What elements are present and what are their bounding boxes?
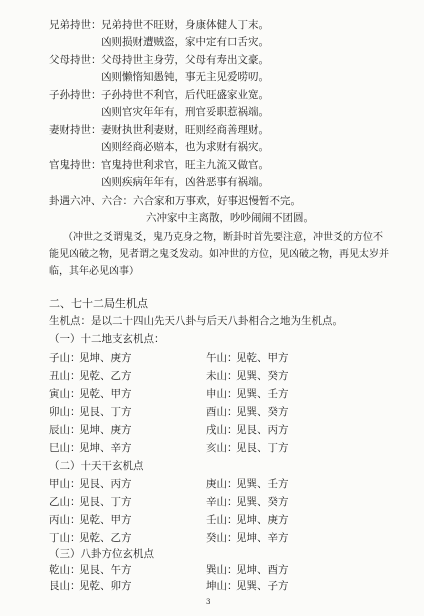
mountain-right: 坤山： [206, 580, 238, 592]
direction-left: 见乾、卯方 [79, 580, 132, 592]
holder-label: 妻财持世： [49, 124, 102, 136]
mountain-right: 壬山： [206, 514, 238, 526]
holder-bad-line: 凶则疾病年年有，凶咎恶事有祸端。 [101, 176, 269, 188]
direction-right: 见巽、癸方 [236, 370, 289, 382]
note-line-2: 能见凶破之物，见者谓之鬼爻发动。如冲世的方位，见凶破之物，再见太岁并 [49, 249, 389, 260]
direction-right: 见坤、辛方 [236, 532, 289, 544]
section-intro: 生机点：是以二十四山先天八卦与后天八卦相合之地为生机点。 [49, 315, 343, 327]
direction-right: 见巽、癸方 [236, 496, 289, 508]
mountain-right: 午山： [206, 352, 238, 364]
direction-right: 见巽、壬方 [236, 388, 289, 400]
group-title-bagua: （三）八卦方位玄机点 [49, 548, 154, 560]
holder-label: 父母持世： [49, 54, 102, 66]
mountain-right: 申山： [206, 388, 238, 400]
mountain-right: 癸山： [206, 532, 238, 544]
mountain-left: 子山： [49, 352, 81, 364]
direction-left: 见乾、乙方 [79, 532, 132, 544]
mountain-right: 亥山： [206, 442, 238, 454]
note-line-1: （冲世之爻谓鬼爻，鬼乃克身之物，断卦时首先要注意，冲世爻的方位不 [63, 232, 383, 243]
direction-left: 见坤、庚方 [79, 424, 132, 436]
direction-right: 见坤、庚方 [236, 514, 289, 526]
mountain-left: 丁山： [49, 532, 81, 544]
holder-good-line: 子孙持世不利官，后代旺盛家业宽。 [101, 89, 269, 101]
mountain-right: 辛山： [206, 496, 238, 508]
holder-good-line: 兄弟持世不旺财，身康体健人丁末。 [101, 19, 269, 31]
holder-good-line: 父母持世主身劳，父母有寿出文豪。 [101, 54, 269, 66]
page-number: 3 [206, 598, 211, 606]
direction-right: 见艮、丙方 [236, 424, 289, 436]
liuhe-line-1: 卦遇六冲、六合：六合家和万事欢，好事迟慢暂不完。 [49, 195, 301, 207]
liuhe-line-2: 六冲家中主离散，吵吵闹闹不团圆。 [146, 212, 314, 224]
mountain-left: 艮山： [49, 580, 81, 592]
group-title-earthly-branches: （一）十二地支玄机点： [49, 333, 165, 345]
direction-left: 见艮、丁方 [79, 496, 132, 508]
direction-left: 见乾、甲方 [79, 388, 132, 400]
direction-right: 见巽、癸方 [236, 406, 289, 418]
holder-good-line: 妻财执世利妻财，旺则经商善理财。 [101, 124, 269, 136]
mountain-right: 戌山： [206, 424, 238, 436]
holder-bad-line: 凶则懒惰知愚钝，事无主见爱唠叨。 [101, 71, 269, 83]
mountain-right: 未山： [206, 370, 238, 382]
direction-left: 见艮、午方 [79, 564, 132, 576]
direction-right: 见坤、酉方 [236, 564, 289, 576]
direction-right: 见巽、壬方 [236, 478, 289, 490]
mountain-right: 酉山： [206, 406, 238, 418]
mountain-left: 辰山： [49, 424, 81, 436]
mountain-left: 丑山： [49, 370, 81, 382]
mountain-left: 乙山： [49, 496, 81, 508]
holder-bad-line: 凶则损财遭贼盗，家中定有口舌灾。 [101, 36, 269, 48]
mountain-left: 丙山： [49, 514, 81, 526]
mountain-left: 寅山： [49, 388, 81, 400]
holder-label: 官鬼持世： [49, 159, 102, 171]
holder-bad-line: 凶则经商必赔本，也为求财有祸灾。 [101, 141, 269, 153]
mountain-right: 巽山： [206, 564, 238, 576]
mountain-left: 甲山： [49, 478, 81, 490]
note-line-3: 临，其年必见凶事） [49, 266, 139, 277]
section-title: 二、七十二局生机点 [49, 297, 148, 310]
group-title-heavenly-stems: （二）十天干玄机点 [49, 460, 144, 472]
mountain-left: 卯山： [49, 406, 81, 418]
direction-right: 见艮、丁方 [236, 442, 289, 454]
direction-left: 见艮、丙方 [79, 478, 132, 490]
holder-label: 子孙持世： [49, 89, 102, 101]
direction-left: 见艮、丁方 [79, 406, 132, 418]
holder-bad-line: 凶则官灾年年有，刑官妥职惹祸端。 [101, 106, 269, 118]
holder-label: 兄弟持世： [49, 19, 102, 31]
direction-left: 见坤、庚方 [79, 352, 132, 364]
direction-left: 见乾、乙方 [79, 370, 132, 382]
direction-right: 见巽、子方 [236, 580, 289, 592]
direction-left: 见乾、甲方 [79, 514, 132, 526]
mountain-left: 乾山： [49, 564, 81, 576]
direction-right: 见乾、甲方 [236, 352, 289, 364]
direction-left: 见坤、辛方 [79, 442, 132, 454]
holder-good-line: 官鬼持世利求官，旺主九流又做官。 [101, 159, 269, 171]
mountain-left: 巳山： [49, 442, 81, 454]
mountain-right: 庚山： [206, 478, 238, 490]
